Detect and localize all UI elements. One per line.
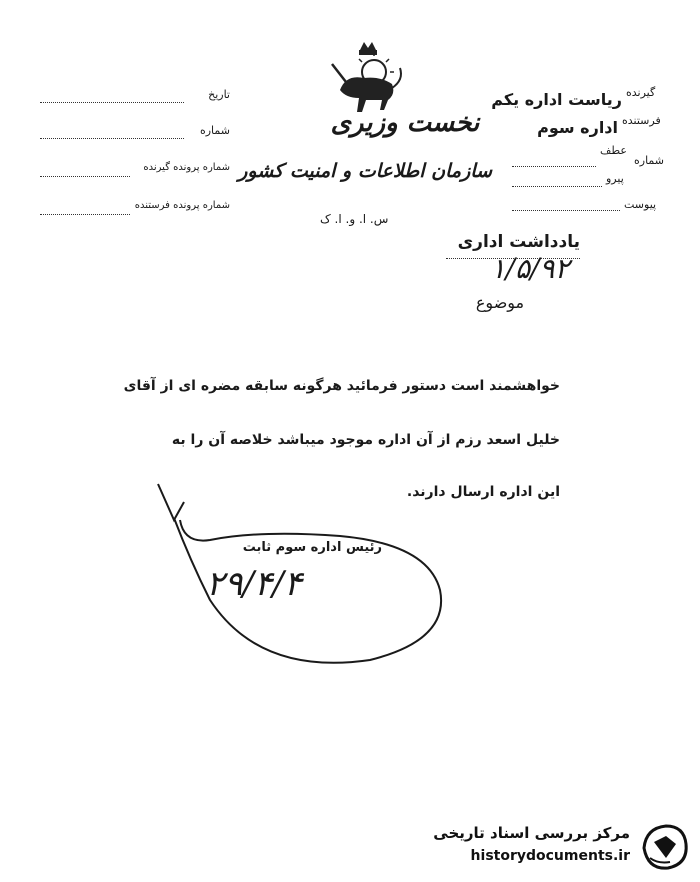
attachment-label: پیوست — [624, 198, 657, 211]
attachment-line — [512, 210, 620, 211]
body-line-2: خلیل اسعد رزم از آن اداره موجود میباشد خلاصه آن را به — [171, 432, 560, 448]
office-title: نخست وزیری — [330, 108, 480, 138]
sender-label: فرستنده — [622, 114, 661, 127]
handwritten-date: ۲۹/۴/۴ — [206, 564, 302, 604]
receiver-label: گیرنده — [626, 86, 656, 99]
body-line-1: خواهشمند است دستور فرمائید هرگونه سابقه مضره ای از آقای — [123, 378, 560, 394]
organization-name: سازمان اطلاعات و امنیت کشور — [238, 160, 492, 182]
date-field — [40, 88, 230, 106]
number-field-line — [40, 138, 184, 139]
body-line-3: این اداره ارسال دارند. — [406, 484, 560, 500]
reference-code: س. ا. و. ا. ک — [320, 212, 389, 226]
sender-file-field — [40, 200, 230, 218]
lion-and-sun-emblem-icon — [326, 40, 410, 118]
number-field — [40, 124, 230, 142]
follow-label: پیرو — [606, 172, 624, 185]
memo-number: ۱/۵/۹۲ — [490, 252, 570, 285]
right-number-line — [512, 166, 596, 167]
follow-line — [512, 186, 602, 187]
sender-value: اداره سوم — [537, 118, 618, 137]
receiver-file-label: شماره پرونده گیرنده — [143, 162, 230, 173]
receiver-file-line — [40, 176, 130, 177]
date-label: تاریخ — [208, 88, 230, 101]
number-label: شماره — [199, 124, 230, 137]
memo-title: یادداشت اداری — [457, 232, 580, 252]
sender-file-line — [40, 214, 130, 215]
archive-title: مرکز بررسی اسناد تاریخی — [433, 824, 630, 842]
receiver-file-field — [40, 162, 230, 180]
archive-logo-icon — [636, 818, 692, 874]
archive-url: historydocuments.ir — [470, 848, 630, 864]
signature-line: رئیس اداره سوم ثابت — [242, 540, 382, 555]
subject-label: موضوع — [475, 293, 525, 312]
reference-label: عطف — [600, 144, 627, 157]
date-field-line — [40, 102, 184, 103]
sender-file-label: شماره پرونده فرستنده — [134, 200, 230, 211]
receiver-value: ریاست اداره یکم — [491, 90, 622, 109]
right-number-label: شماره — [634, 154, 665, 167]
